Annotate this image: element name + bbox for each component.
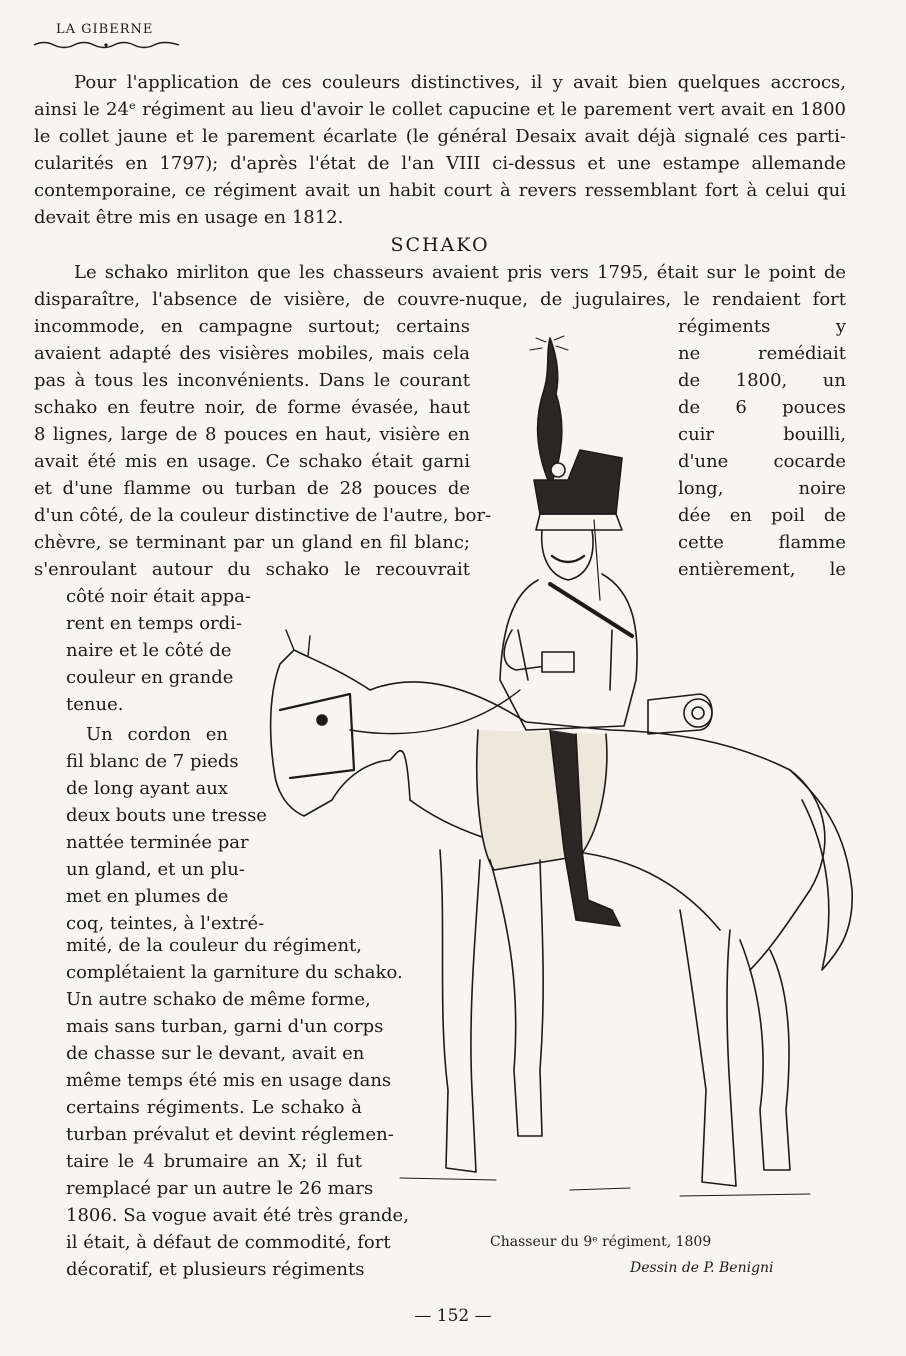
text-line: tenue. bbox=[66, 694, 124, 715]
text-line: de 1800, un bbox=[678, 370, 846, 391]
page-number: — 152 — bbox=[414, 1306, 492, 1326]
section-heading: SCHAKO bbox=[390, 234, 490, 256]
text-line: disparaître, l'absence de visière, de couvre-nuque, de jugulaires, le rendaient fort bbox=[34, 289, 846, 310]
text-line: il était, à défaut de commodité, fort bbox=[66, 1232, 391, 1253]
text-line: certains régiments. Le schako à bbox=[66, 1097, 362, 1118]
text-line: et d'une flamme ou turban de 28 pouces de bbox=[34, 478, 470, 499]
text-line: taire le 4 brumaire an X; il fut bbox=[66, 1151, 362, 1172]
text-line: 8 lignes, large de 8 pouces en haut, visière en bbox=[34, 424, 470, 445]
text-line: cette flamme bbox=[678, 532, 846, 553]
text-line: long, noire bbox=[678, 478, 846, 499]
text-line: pas à tous les inconvénients. Dans le courant bbox=[34, 370, 470, 391]
text-line: mité, de la couleur du régiment, bbox=[66, 935, 362, 956]
text-line: Le schako mirliton que les chasseurs avaient pris vers 1795, était sur le point de bbox=[74, 262, 846, 283]
figure-caption: Chasseur du 9ᵉ régiment, 1809 bbox=[490, 1234, 712, 1250]
text-line: régiments y bbox=[678, 316, 846, 337]
text-line: coq, teintes, à l'extré- bbox=[66, 913, 265, 934]
text-line: met en plumes de bbox=[66, 886, 229, 907]
text-line: ne remédiait bbox=[678, 343, 846, 364]
text-line: décoratif, et plusieurs régiments bbox=[66, 1259, 365, 1280]
text-line: d'un côté, de la couleur distinctive de l'autre, bor- bbox=[34, 505, 492, 526]
text-line: entièrement, le bbox=[678, 559, 846, 580]
text-line: nattée terminée par bbox=[66, 832, 249, 853]
text-line: même temps été mis en usage dans bbox=[66, 1070, 392, 1091]
text-line: remplacé par un autre le 26 mars bbox=[66, 1178, 374, 1199]
text-line: Pour l'application de ces couleurs distinctives, il y avait bien quelques accrocs, bbox=[74, 72, 846, 93]
text-line: couleur en grande bbox=[66, 667, 234, 688]
text-line: côté noir était appa- bbox=[66, 586, 251, 607]
text-line: Un cordon en bbox=[86, 724, 228, 745]
text-line: mais sans turban, garni d'un corps bbox=[66, 1016, 384, 1037]
text-line: complétaient la garniture du schako. bbox=[66, 962, 403, 983]
header-ornament bbox=[34, 40, 179, 50]
text-line: dée en poil de bbox=[678, 505, 846, 526]
text-line: de long ayant aux bbox=[66, 778, 228, 799]
text-line: incommode, en campagne surtout; certains bbox=[34, 316, 470, 337]
text-line: chèvre, se terminant par un gland en fil blanc; bbox=[34, 532, 470, 553]
text-line: devait être mis en usage en 1812. bbox=[34, 207, 344, 228]
text-line: Un autre schako de même forme, bbox=[66, 989, 371, 1010]
text-line: naire et le côté de bbox=[66, 640, 232, 661]
text-line: s'enroulant autour du schako le recouvrait bbox=[34, 559, 470, 580]
text-line: de 6 pouces bbox=[678, 397, 846, 418]
text-line: contemporaine, ce régiment avait un habit court à revers ressemblant fort à celui qui bbox=[34, 180, 846, 201]
text-line: rent en temps ordi- bbox=[66, 613, 243, 634]
text-line: 1806. Sa vogue avait été très grande, bbox=[66, 1205, 409, 1226]
text-line: cularités en 1797); d'après l'état de l'an VIII ci-dessus et une estampe allemande bbox=[34, 153, 846, 174]
text-line: de chasse sur le devant, avait en bbox=[66, 1043, 365, 1064]
text-line: le collet jaune et le parement écarlate (le général Desaix avait déjà signalé ces parti- bbox=[34, 126, 846, 147]
text-line: cuir bouilli, bbox=[678, 424, 846, 445]
text-line: schako en feutre noir, de forme évasée, haut bbox=[34, 397, 470, 418]
running-head: LA GIBERNE bbox=[56, 22, 154, 37]
text-line: ainsi le 24ᵉ régiment au lieu d'avoir le collet capucine et le parement vert avait en 1800 bbox=[34, 99, 846, 120]
text-line: avait été mis en usage. Ce schako était garni bbox=[34, 451, 470, 472]
text-line: deux bouts une tresse bbox=[66, 805, 267, 826]
text-line: avaient adapté des visières mobiles, mais cela bbox=[34, 343, 470, 364]
figure-credit: Dessin de P. Benigni bbox=[630, 1260, 774, 1276]
text-line: d'une cocarde bbox=[678, 451, 846, 472]
text-line: turban prévalut et devint réglemen- bbox=[66, 1124, 394, 1145]
text-line: fil blanc de 7 pieds bbox=[66, 751, 239, 772]
text-line: un gland, et un plu- bbox=[66, 859, 245, 880]
